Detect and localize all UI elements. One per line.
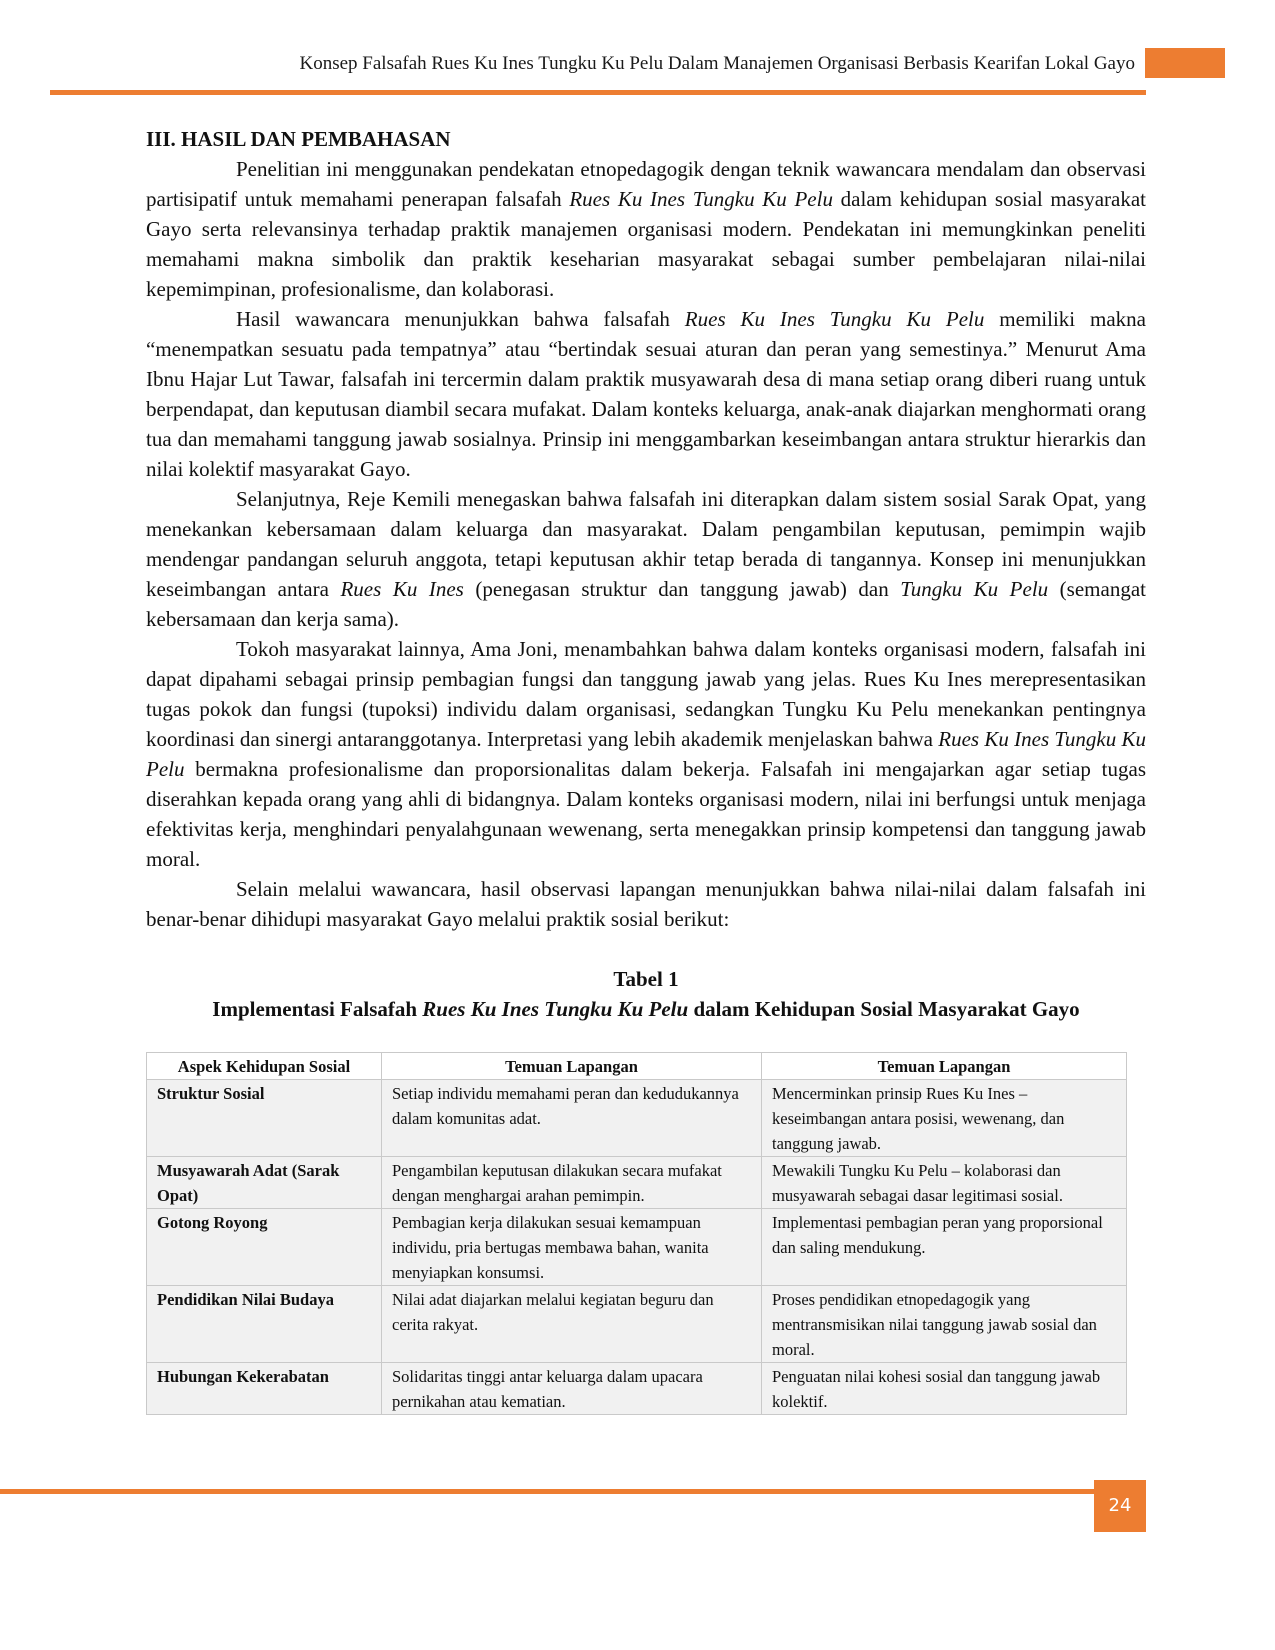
column-header-aspect: Aspek Kehidupan Sosial — [147, 1053, 382, 1080]
aspect-cell: Struktur Sosial — [147, 1080, 382, 1157]
finding-cell: Pengambilan keputusan dilakukan secara mufakat dengan menghargai arahan pemimpin. — [382, 1157, 762, 1209]
table-header-row — [147, 1053, 1127, 1080]
table-title-start: Implementasi Falsafah — [212, 997, 423, 1021]
header-accent-block — [1145, 48, 1225, 78]
paragraph-4 — [146, 634, 1146, 874]
finding-cell: Solidaritas tinggi antar keluarga dalam upacara pernikahan atau kematian. — [382, 1363, 762, 1415]
aspect-cell: Hubungan Kekerabatan — [147, 1363, 382, 1415]
paragraph-2 — [146, 304, 1146, 484]
paragraph-2-term: Rues Ku Ines Tungku Ku Pelu — [684, 307, 985, 331]
paragraph-4-text: Tokoh masyarakat lainnya, Ama Joni, menambahkan bahwa dalam konteks organisasi modern, falsafah ini dapat dipahami sebagai prinsip pembagian fungsi dan tanggung jawab yang jelas. Rues Ku Ines merepresentasikan tugas pokok dan fungsi (tupoksi) individu dalam organisasi, sedangkan Tungku Ku Pelu menekankan pentingnya koordinasi dan sinergi antaranggotanya. Interpretasi yang lebih akademik menjelaskan bahwa — [146, 637, 1146, 751]
page-number: 24 — [1094, 1480, 1146, 1532]
table-title-end: dalam Kehidupan Sosial Masyarakat Gayo — [688, 997, 1080, 1021]
paragraph-3-term-2: Tungku Ku Pelu — [900, 577, 1049, 601]
table-row — [147, 1157, 1127, 1209]
footer-divider — [0, 1489, 1094, 1494]
paragraph-3-text: Selanjutnya, Reje Kemili menegaskan bahwa falsafah ini diterapkan dalam sistem sosial Sarak Opat, yang menekankan kebersamaan dalam keluarga dan masyarakat. Dalam pengambilan keputusan, pemimpin wajib mendengar pandangan seluruh anggota, tetapi keputusan akhir tetap berada di tangannya. Konsep ini menunjukkan keseimbangan antara — [146, 487, 1146, 601]
finding-cell: Pembagian kerja dilakukan sesuai kemampuan individu, pria bertugas membawa bahan, wanita menyiapkan konsumsi. — [382, 1209, 762, 1286]
table-label: Tabel 1 — [613, 967, 679, 991]
table-caption — [146, 964, 1146, 1024]
meaning-cell: Proses pendidikan etnopedagogik yang mentransmisikan nilai tanggung jawab sosial dan moral. — [762, 1286, 1127, 1363]
paragraph-3-term-1: Rues Ku Ines — [340, 577, 464, 601]
paragraph-1 — [146, 154, 1146, 304]
meaning-cell: Mewakili Tungku Ku Pelu – kolaborasi dan musyawarah sebagai dasar legitimasi sosial. — [762, 1157, 1127, 1209]
paragraph-1-text: Penelitian ini menggunakan pendekatan etnopedagogik dengan teknik wawancara mendalam dan observasi partisipatif untuk memahami penerapan falsafah — [146, 157, 1146, 211]
paragraph-4-term: Rues Ku Ines Tungku Ku Pelu — [146, 727, 1146, 781]
section-heading: III. HASIL DAN PEMBAHASAN — [146, 127, 451, 151]
table-row — [147, 1080, 1127, 1157]
paragraph-5-text: Selain melalui wawancara, hasil observasi lapangan menunjukkan bahwa nilai-nilai dalam falsafah ini benar-benar dihidupi masyarakat Gayo melalui praktik sosial berikut: — [146, 877, 1146, 931]
aspect-cell: Pendidikan Nilai Budaya — [147, 1286, 382, 1363]
meaning-cell: Penguatan nilai kohesi sosial dan tanggung jawab kolektif. — [762, 1363, 1127, 1415]
aspect-cell: Musyawarah Adat (Sarak Opat) — [147, 1157, 382, 1209]
table-row — [147, 1363, 1127, 1415]
column-header-finding: Temuan Lapangan — [382, 1053, 762, 1080]
meaning-cell: Implementasi pembagian peran yang proporsional dan saling mendukung. — [762, 1209, 1127, 1286]
table-row — [147, 1286, 1127, 1363]
paragraph-1-text-cont: dalam kehidupan sosial masyarakat Gayo serta relevansinya terhadap praktik manajemen organisasi modern. Pendekatan ini memungkinkan peneliti memahami makna simbolik dan praktik keseharian masyarakat sebagai sumber pembelajaran nilai-nilai kepemimpinan, profesionalisme, dan kolaborasi. — [146, 187, 1146, 301]
table-row — [147, 1209, 1127, 1286]
finding-cell: Setiap individu memahami peran dan kedudukannya dalam komunitas adat. — [382, 1080, 762, 1157]
paragraph-2-text: Hasil wawancara menunjukkan bahwa falsafah — [236, 307, 685, 331]
aspect-cell: Gotong Royong — [147, 1209, 382, 1286]
paragraph-1-term: Rues Ku Ines Tungku Ku Pelu — [569, 187, 833, 211]
paragraph-3 — [146, 484, 1146, 634]
running-header-title: Konsep Falsafah Rues Ku Ines Tungku Ku Pelu Dalam Manajemen Organisasi Berbasis Kearifan Lokal Gayo — [299, 53, 1135, 74]
paragraph-3-text-mid: (penegasan struktur dan tanggung jawab) dan — [463, 577, 901, 601]
paragraph-2-text-cont: memiliki makna “menempatkan sesuatu pada tempatnya” atau “bertindak sesuai aturan dan peran yang semestinya.” Menurut Ama Ibnu Hajar Lut Tawar, falsafah ini tercermin dalam praktik musyawarah desa di mana setiap orang diberi ruang untuk berpendapat, dan keputusan diambil secara mufakat. Dalam konteks keluarga, anak-anak diajarkan menghormati orang tua dan memahami tanggung jawab sosialnya. Prinsip ini menggambarkan keseimbangan antara struktur hierarkis dan nilai kolektif masyarakat Gayo. — [146, 307, 1146, 481]
column-header-meaning: Temuan Lapangan — [762, 1053, 1127, 1080]
finding-cell: Nilai adat diajarkan melalui kegiatan beguru dan cerita rakyat. — [382, 1286, 762, 1363]
paragraph-5 — [146, 874, 1146, 934]
paragraph-4-text-cont: bermakna profesionalisme dan proporsionalitas dalam bekerja. Falsafah ini mengajarkan agar setiap tugas diserahkan kepada orang yang ahli di bidangnya. Dalam konteks organisasi modern, nilai ini berfungsi untuk menjaga efektivitas kerja, menghindari penyalahgunaan wewenang, serta menegakkan prinsip kompetensi dan tanggung jawab moral. — [146, 757, 1146, 871]
paragraph-3-text-end: (semangat kebersamaan dan kerja sama). — [146, 577, 1146, 631]
table-title-term: Rues Ku Ines Tungku Ku Pelu — [422, 997, 689, 1021]
header-divider — [50, 90, 1146, 95]
table-title — [146, 994, 1146, 1024]
article-body — [146, 124, 1146, 1415]
implementation-table — [146, 1052, 1127, 1415]
meaning-cell: Mencerminkan prinsip Rues Ku Ines – keseimbangan antara posisi, wewenang, dan tanggung jawab. — [762, 1080, 1127, 1157]
